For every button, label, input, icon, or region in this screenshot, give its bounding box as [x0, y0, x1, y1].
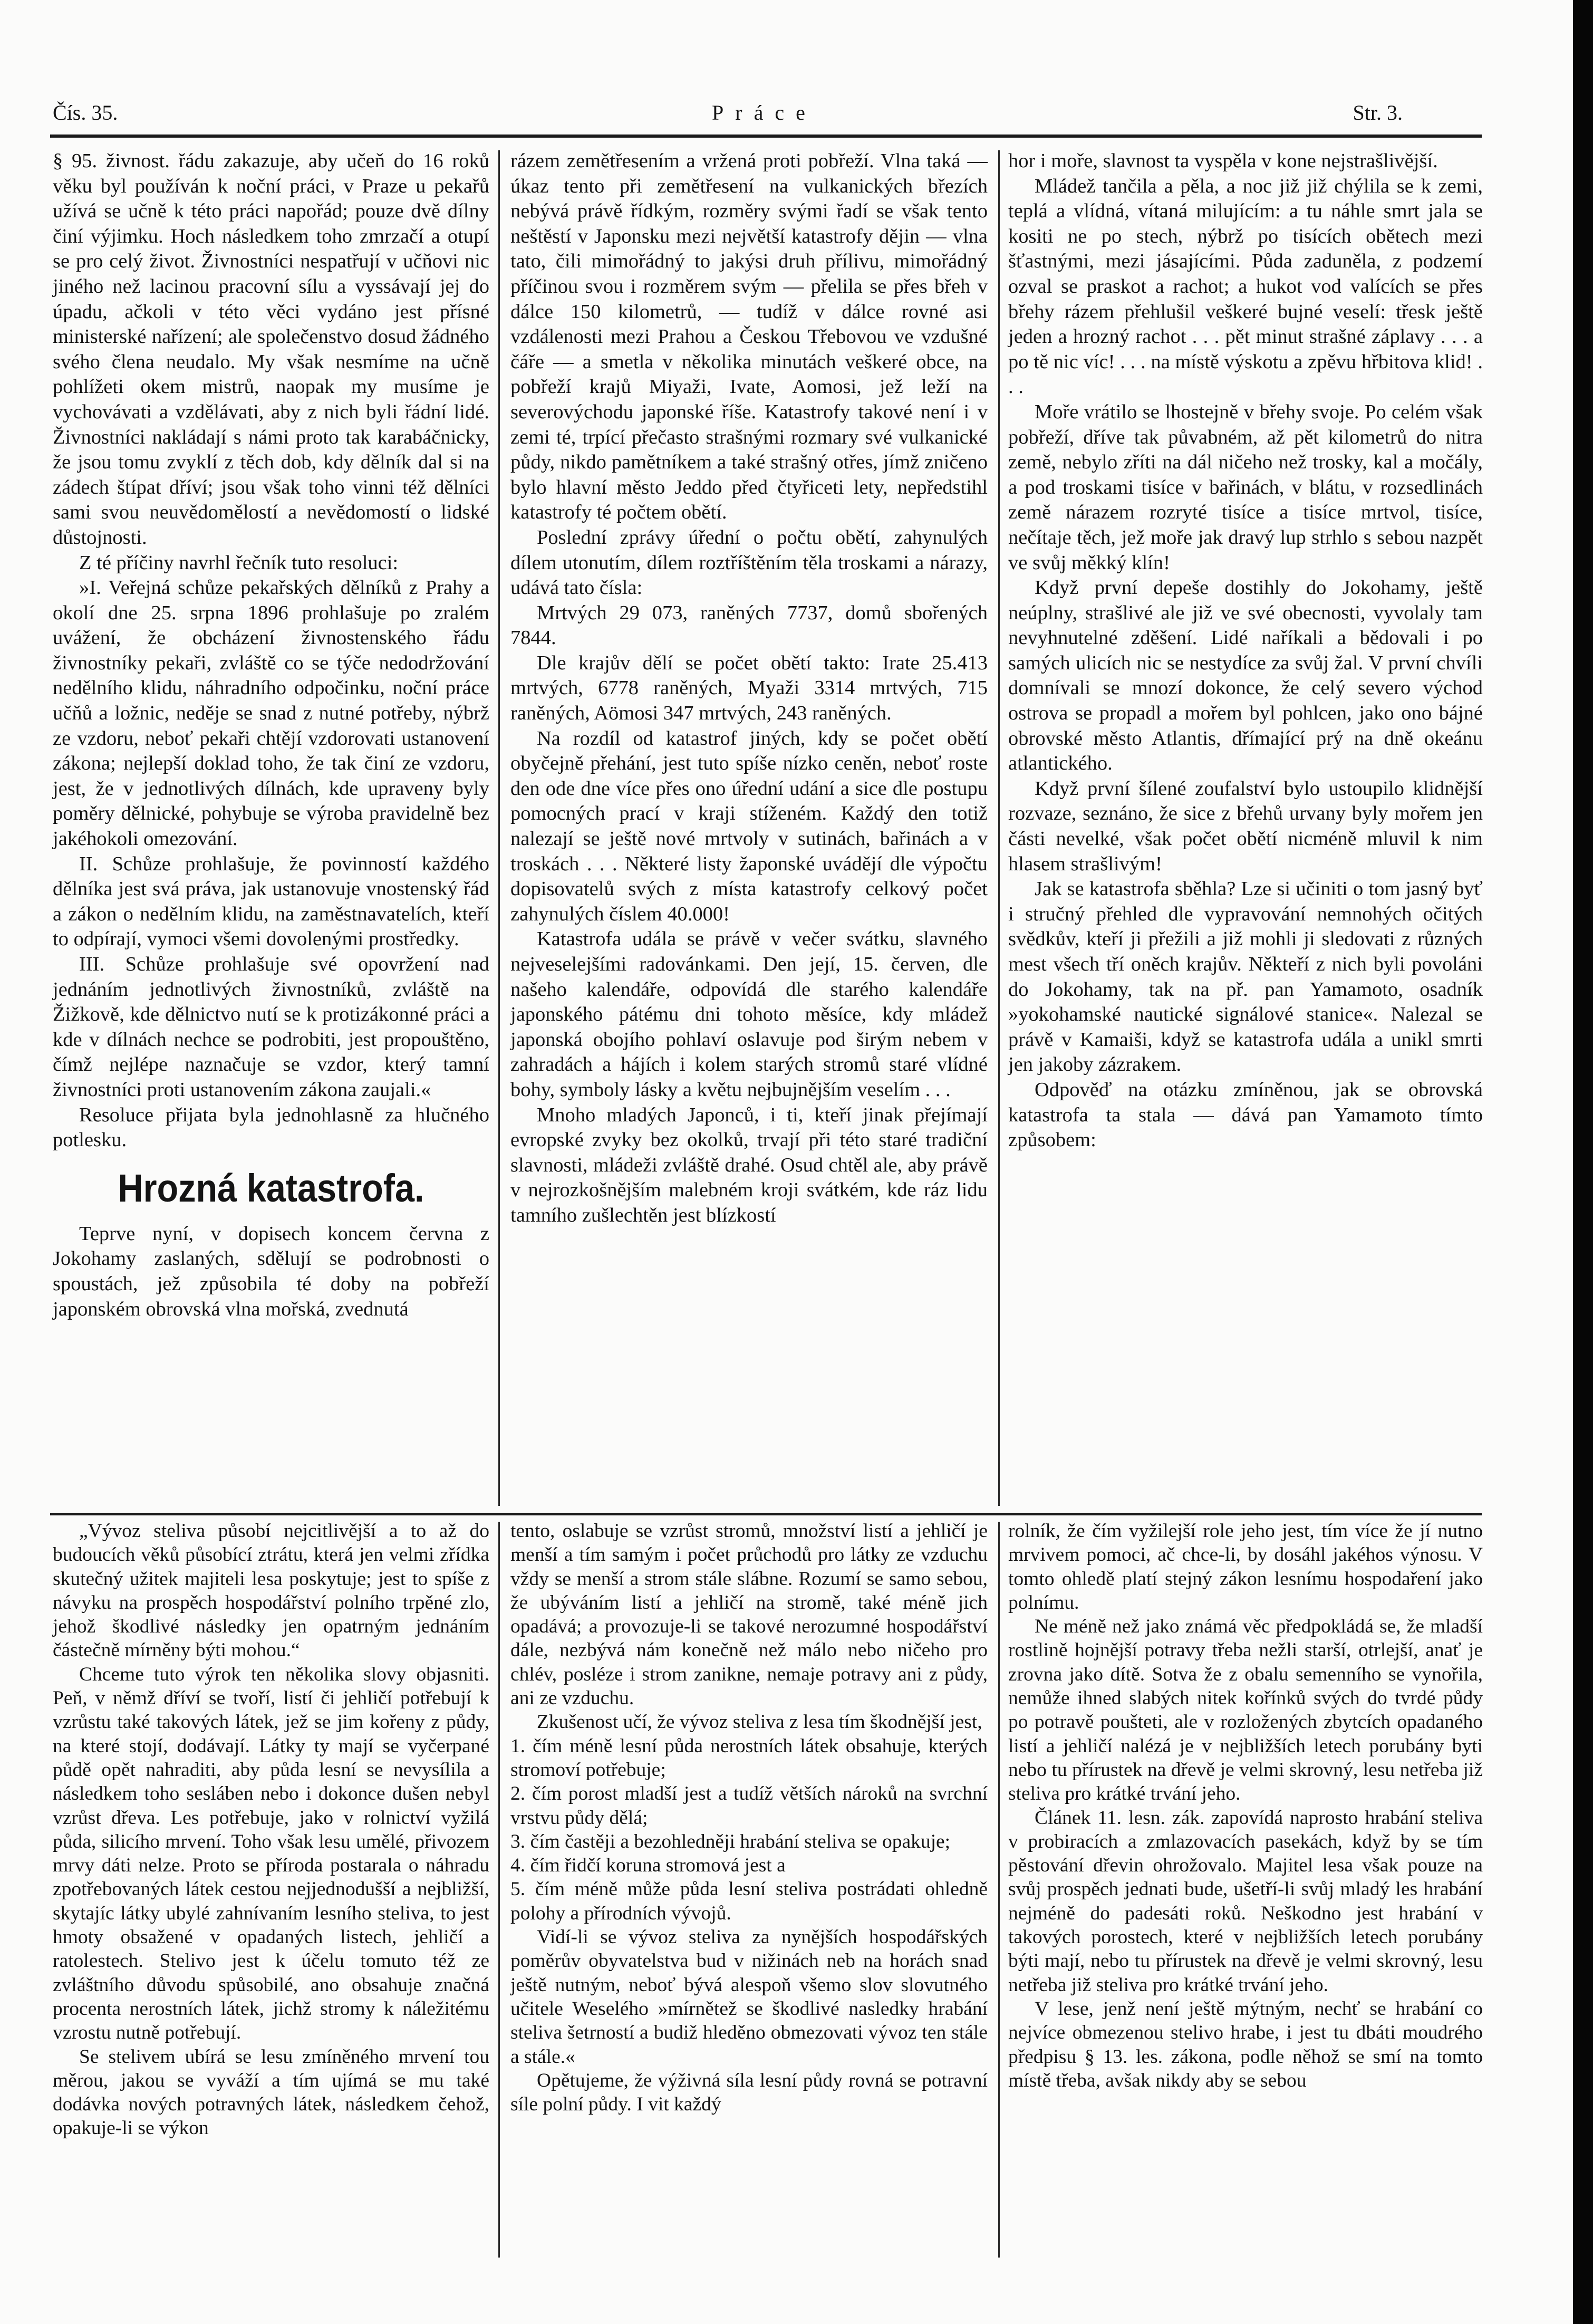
paragraph: Na rozdíl od katastrof jiných, kdy se počet obětí obyčejně přehání, jest tuto spíše nízko ceněn, neboť roste den ode dne více přes ono úřední udání a sice dle postupu pomocných prací v kraji stíženém. Každý den totiž nalezají se ještě nové mrtvoly v sutinách, bařinách a v troskách . . . Některé listy žaponské uvádějí dle výpočtu dopisovatelů svých z místa katastrofy celkový počet zahynulých číslem 40.000! — [510, 727, 988, 925]
section-divider — [50, 1513, 1482, 1515]
column-divider — [998, 150, 1000, 1506]
paragraph: Článek 11. lesn. zák. zapovídá naprosto hrabání steliva v probiracích a zmlazovacích pasekách, když by se tím pěstování dřevin ohrožovalo. Majitel lesa však pouze na svůj prospěch jednati bude, ušetří-li svůj mladý les hrabání nejméně do padesáti roků. Neškodno jest hrabání v takových porostech, které v nejbližších letech porubány býti mají, nebo tu přírustek na dřevě je velmi skrovný, lesu netřeba již steliva pro krátké trvání jeho. — [1008, 1807, 1483, 1996]
lower-column-2 — [510, 1519, 988, 2116]
paragraph: rázem zemětřesením a vržená proti pobřeží. Vlna taká — úkaz tento při zemětřesení na vulkanických březích nebývá právě řídkým, rozměry svými řadí se však tento neštěstí v Japonsku mezi největší katastrofy dějin — vlna tato, čili mimořádný to jakýsi druh přílivu, mimořádný příčinou svou i rozměrem svým — přelila se přes břeh v dálce 150 kilometrů, — tudíž v dálce rovné asi vzdálenosti mezi Prahou a Českou Třebovou ve vzdušné čáře — a smetla v několika minutách veškeré obce, na pobřeží krajů Miyaži, Ivate, Aomosi, jež leží na severovýchodu japonské říše. Katastrofy takové není i v zemi té, trpící přečasto strašnými rozmary své vulkanické půdy, nikdo pamětníkem a také strašný otřes, jímž zničeno bylo hlavní město Jeddo před čtyřiceti lety, nepředstihl katastrofy té počtem obětí. — [510, 150, 988, 524]
issue-number: Čís. 35. — [53, 101, 118, 124]
paragraph: II. Schůze prohlašuje, že povinností každého dělníka jest svá práva, jak ustanovuje vnostenský řád a zákon o nedělním klidu, na zaměstnavatelích, kteří to odpírají, vymoci všemi dovolenými prostředky. — [53, 852, 489, 950]
paragraph: Katastrofa udála se právě v večer svátku, slavného nejveselejšími radovánkami. Den její, 15. červen, dle našeho kalendáře, odpovídá dle starého kalendáře japonského pátému dni tohoto měsíce, kdy mládež japonská obojího pohlaví oslavuje pod širým nebem v zahradách a hájích i kolem starých stromů staré vlídné bohy, symboly lásky a květu nejbujnějším veselím . . . — [510, 928, 988, 1101]
paragraph: Opětujeme, že výživná síla lesní půdy rovná se potravní síle polní půdy. I vit každý — [510, 2069, 988, 2116]
paragraph: Ne méně než jako známá věc předpokládá se, že mladší rostlině hojnější potravy třeba nežli starší, otrlejší, anať je zrovna jako dítě. Sotva že z obalu semenního se vynořila, nemůže ihned slabých nitek kořínků svých do tvrdé půdy po potravě poušteti, ale v rozložených zbytcích opadaného listí a jehličí nalézá je v nejbližších letech porubány byti nebo tu přírustek na dřevě je velmi skrovný, lesu netřeba již steliva pro krátké trvání jeho. — [1008, 1616, 1483, 1805]
paragraph: rolník, že čím vyžilejší role jeho jest, tím více že jí nutno mrvivem pomoci, ač chce-li, by dosáhl jakéhos výnosu. V tomto ohledě platí stejný zákon lesnímu hospodaření jako polnímu. — [1008, 1520, 1483, 1614]
column-2 — [510, 149, 988, 1228]
paragraph: Chceme tuto výrok ten několika slovy objasniti. Peň, v němž dříví se tvoří, listí či jehličí potřebují k vzrůstu také takových látek, jež se jim kořeny z půdy, na které stojí, dodávají. Látky ty mají se vyčerpané půdě opět nahraditi, aby půda lesní se nevysílila a následkem toho sesláben nebo i dokonce dušen nebyl vzrůst dřeva. Les potřebuje, jako v rolnictví vyžilá půda, silicího mrvení. Toho však lesu umělé, přivozem mrvy dáti nelze. Proto se příroda postarala o náhradu zpotřebovaných látek cestou nejjednodušší a nejbližší, skytajíc látky ubylé zahnívaním lesního steliva, to jest hmoty obsažené v opadaných listech, jehličí a ratolestech. Stelivo jest k účelu tomuto též ze zvláštního důvodu spůsobilé, ano obsahuje značná procenta nerostních látek, jichž stromy k náležitému vzrostu nutně potřebují. — [53, 1663, 489, 2044]
paragraph: »I. Veřejná schůze pekařských dělníků z Prahy a okolí dne 25. srpna 1896 prohlašuje po zralém uvážení, že obcházení živnostenského řádu živnostníky pekaři, zvláště co se týče nedodržování nedělního klidu, náhradního odpočinku, noční práce učňů a ložnic, neděje se snad z nutné potřeby, nýbrž ze vzdoru, neboť pekaři chtějí vzdorovati ustanovení zákona; nejlepší doklad toho, že tak činí ze vzdoru, jest, že v jednotlivých dílnách, kde upraveny byly poměry dělnické, pohybuje se výroba pravidelně bez jakéhokoli omezování. — [53, 577, 489, 850]
paragraph: Poslední zprávy úřední o počtu obětí, zahynulých dílem utonutím, dílem roztříštěním těla troskami a nárazy, udává tato čísla: — [510, 526, 988, 599]
article-title: Hrozná katastrofa. — [118, 1166, 424, 1210]
paragraph: Dle krajův dělí se počet obětí takto: Irate 25.413 mrtvých, 6778 raněných, Myaži 3314 mrtvých, 715 raněných, Aömosi 347 mrtvých, 243 raněných. — [510, 651, 988, 725]
list-item: 3. čím častěji a bezohledněji hrabání steliva se opakuje; — [510, 1830, 951, 1852]
paragraph: Mrtvých 29 073, raněných 7737, domů sbořených 7844. — [510, 601, 988, 649]
paragraph: Moře vrátilo se lhostejně v břehy svoje. Po celém však pobřeží, dříve tak půvabném, až pět kilometrů do nitra země, nebylo zříti na dál ničeho než trosky, kal a močály, a pod troskami tisíce v bařinách, v blátu, v rozsedlinách země nárazem rozryté tisíce a tisíce mrtvol, tisíce, nečítaje těch, jež moře jak dravý lup strhlo s sebou nazpět ve svůj měkký klín! — [1008, 400, 1483, 574]
column-divider — [998, 1522, 1000, 2258]
paragraph: Když první šílené zoufalství bylo ustoupilo klidnější rozvaze, seznáno, že sice z břehů urvany byly mořem jen části nevelké, však počet obětí nicméně mluvil k nim hlasem strašlivým! — [1008, 777, 1483, 875]
column-divider — [498, 150, 500, 1506]
column-3 — [1008, 149, 1483, 1153]
paragraph: Zkušenost učí, že vývoz steliva z lesa tím škodnější jest, — [537, 1711, 982, 1733]
column-divider — [498, 1522, 500, 2258]
page-number: Str. 3. — [1353, 101, 1403, 124]
paragraph: Resoluce přijata byla jednohlasně za hlučného potlesku. — [53, 1103, 489, 1151]
paragraph: Jak se katastrofa sběhla? Lze si učiniti o tom jasný byť i stručný přehled dle vypravování nemnohých očitých svědkův, kteří ji přežili a již mohli ji sledovati z různých mest všech tří oněch krajův. Někteří z nich byli povoláni do Jokohamy, tak na př. pan Yamamoto, osadník »yokohamské nautické signálové stanice«. Nalezal se právě v Kamaiši, když se katastrofa udála a unikl smrti jen jakoby zázrakem. — [1008, 878, 1483, 1076]
paragraph: hor i moře, slavnost ta vyspěla v kone nejstrašlivější. — [1008, 150, 1438, 172]
paragraph: Mládež tančila a pěla, a noc již již chýlila se k zemi, teplá a vlídná, vítaná milujícím: a tu náhle smrt jala se kositi ne po stech, nýbrž po tisících obětech mezi šťastnými, mezi jásajícími. Půda zaduněla, z podzemí ozval se praskot a rachot; a hukot vod valících se přes břehy rázem přehlušil veškeré bujné veselí: třesk ještě jeden a hrozný rachot . . . pět minut strašné záplavy . . . a po tě nic víc! . . . na místě výskotu a zpěvu hřbitova klid! . . . — [1008, 175, 1483, 398]
paragraph: V lese, jenž není ještě mýtným, nechť se hrabání co nejvíce obmezenou stelivo hrabe, i jest tu dbáti moudrého předpisu § 13. les. zákona, podle něhož se smí na tomto místě třeba, avšak nikdy aby se sebou — [1008, 1998, 1483, 2091]
newspaper-title: Práce — [712, 101, 817, 124]
numbered-list — [510, 1734, 988, 1925]
paragraph: § 95. živnost. řádu zakazuje, aby učeň do 16 roků věku byl používán k noční práci, v Praze u pekařů užívá se učně k této práci napořád; pouze dvě dílny činí výjimku. Hoch následkem toho zmrzačí a otupí se pro celý život. Živnostníci nespatřují v učňovi nic jiného než lacinou pracovní sílu a vyssávají jej do úpadu, ačkoli v této věci vydáno jest přísné ministerské nařízení; ale společenstvo dosud žádného svého člena neudalo. My však nesmíme na učně pohlížeti okem mistrů, naopak my musíme je vychovávati a vzdělávati, aby z nich byli řádní lidé. Živnostníci nakládají s námi proto tak karabáčnicky, že jsou tomu zvyklí z těch dob, kdy dělník dal si na zádech štípat dříví; jsou však toho vinni též dělníci sami svou neuvědomělostí a nevědomostí o lidské důstojnosti. — [53, 150, 489, 549]
paragraph: Odpověď na otázku zmíněnou, jak se obrovská katastrofa ta stala — dává pan Yamamoto tímto způsobem: — [1008, 1078, 1483, 1151]
paragraph: tento, oslabuje se vzrůst stromů, množství listí a jehličí je menší a tím samým i počet průchodů pro látky ze vzduchu vždy se menší a strom stále slábne. Rozumí se samo sebou, že ubýváním listí a jehličí na stromě, také méně jich opadává; a provozuje-li se takové nerozumné hospodářství dále, nezbývá nám konečně než málo nebo ničeho pro chlév, posléze i strom zanikne, nemaje potravy ani z půdy, ani ze vzduchu. — [510, 1520, 988, 1710]
paragraph: Vidí-li se vývoz steliva za nynějších hospodářských poměrův obyvatelstva bud v nižinách neb na horách snad ještě nutným, neboť bývá alespoň všemo slov slovutného učitele Weselého »mírnětež se škodlivé nasledky hrabání steliva šetrností a budiž hleděno obmezovati vývoz ten stále a stále.« — [510, 1926, 988, 2068]
lower-column-3 — [1008, 1519, 1483, 2092]
list-item: 2. čím porost mladší jest a tudíž větších nároků na svrchní vrstvu půdy dělá; — [510, 1783, 988, 1829]
list-item: 4. čím řidčí koruna stromová jest a — [510, 1855, 786, 1877]
paragraph: Mnoho mladých Japonců, i ti, kteří jinak přejímají evropské zvyky bez okolků, trvají při této staré tradiční slavnosti, mládeži zvláště drahé. Osud chtěl ale, aby právě v nejrozkošnějším malebném kroji svátkém, kde ráz lidu tamního zušlechtěn jest blízkostí — [510, 1103, 988, 1226]
paragraph: Z té příčiny navrhl řečník tuto resoluci: — [79, 551, 399, 574]
header-rule — [50, 135, 1482, 138]
scan-edge — [1573, 0, 1593, 2324]
list-item: 5. čím méně může půda lesní steliva postrádati ohledně polohy a přírodních vývojů. — [510, 1878, 988, 1924]
paragraph: Když první depeše dostihly do Jokohamy, ještě neúplny, strašlivé ale již ve své obecnosti, vyvolaly tam nevyhnutelné zděšení. Lidé naříkali a bědovali i po samých ulicích nic se nestydíce za svůj žal. V první chvíli domnívali se mnozí dokonce, že celý severo východ ostrova se propadl a mořem byl pohlcen, jako ono bájné obrovské město Atlantis, dřímající prý na dně okeánu atlantického. — [1008, 577, 1483, 775]
paragraph: Teprve nyní, v dopisech koncem června z Jokohamy zaslaných, sdělují se podrobnosti o spoustách, jež způsobila té doby na pobřeží japonském obrovská vlna mořská, zvednutá — [53, 1222, 489, 1320]
column-1 — [53, 149, 489, 1322]
paragraph: III. Schůze prohlašuje své opovržení nad jednáním jednotlivých živnostníků, zvláště na Žižkově, kde dělnictvo nutí se k protizákonné práci a kde v dílnách nechce se podrobiti, jest propouštěno, čímž nejlépe naznačuje se vzdor, který tamní živnostníci proti ustanovením zákona zaujali.« — [53, 953, 489, 1101]
paragraph: „Vývoz steliva působí nejcitlivější a to až do budoucích věků působící ztrátu, která jen velmi zřídka skutečný užitek majiteli lesa poskytuje; jest to spíše z návyku na prospěch hospodářství polního trpěné zlo, jehož škodlivé následky jen opatrným jednáním částečně mírněny býti mohou.“ — [53, 1520, 489, 1662]
lower-column-1 — [53, 1519, 489, 2140]
paragraph: Se stelivem ubírá se lesu zmíněného mrvení tou měrou, jakou se vyváží a tím ujímá se mu také dodávka nových potravných látek, následkem čehož, opakuje-li se výkon — [53, 2045, 489, 2139]
page-header — [53, 100, 1403, 132]
list-item: 1. čím méně lesní půda nerostních látek obsahuje, kterých stromoví potřebuje; — [510, 1735, 988, 1781]
